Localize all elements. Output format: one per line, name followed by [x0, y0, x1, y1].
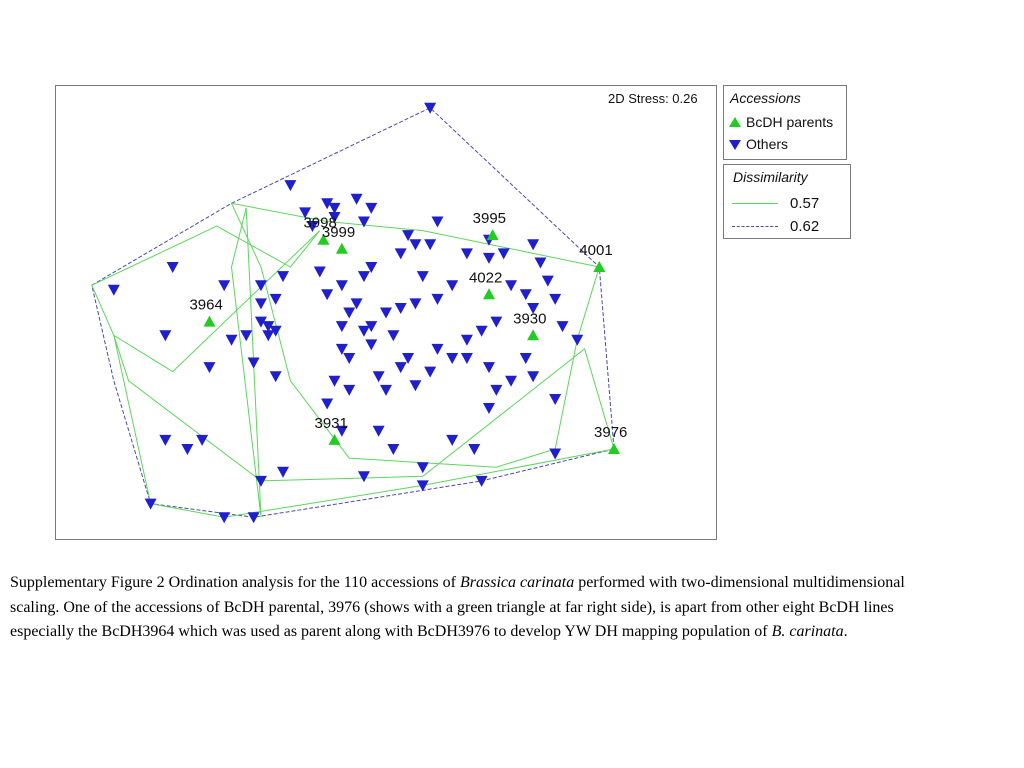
- other-accession-point: [336, 280, 348, 291]
- other-accession-point: [549, 394, 561, 405]
- caption-text-1: Supplementary Figure 2 Ordination analysis for the 110 accessions of: [10, 574, 460, 591]
- other-accession-point: [424, 239, 436, 250]
- other-accession-point: [248, 358, 260, 369]
- other-accession-point: [387, 330, 399, 341]
- other-accession-point: [446, 435, 458, 446]
- parent-label: 3931: [314, 414, 348, 432]
- parent-label: 3999: [321, 223, 356, 241]
- other-accession-point: [483, 253, 495, 264]
- dashed-line-swatch: [732, 226, 778, 227]
- other-accession-point: [461, 248, 473, 259]
- legend-label-others: Others: [746, 136, 789, 152]
- other-accession-point: [527, 371, 539, 382]
- parent-accession-point: [203, 316, 215, 327]
- other-accession-point: [270, 371, 282, 382]
- other-accession-point: [520, 289, 532, 300]
- other-accession-point: [409, 380, 421, 391]
- other-accession-point: [321, 399, 333, 410]
- other-accession-point: [343, 385, 355, 396]
- accessions-legend: [723, 85, 847, 160]
- other-accession-point: [395, 248, 407, 259]
- parent-label: 4022: [468, 269, 503, 287]
- dissimilarity-legend-title: Dissimilarity: [733, 169, 808, 185]
- other-accession-point: [431, 294, 443, 305]
- other-accession-point: [358, 471, 370, 482]
- other-accession-point: [343, 308, 355, 319]
- other-accession-point: [255, 298, 267, 309]
- other-accession-point: [159, 435, 171, 446]
- other-accession-point: [498, 248, 510, 259]
- other-accession-point: [461, 335, 473, 346]
- parent-accession-point: [487, 229, 499, 240]
- other-accession-point: [483, 362, 495, 373]
- accessions-legend-title: Accessions: [730, 90, 801, 106]
- other-accession-point: [520, 353, 532, 364]
- other-accession-point: [409, 239, 421, 250]
- other-accession-point: [424, 103, 436, 114]
- other-accession-point: [542, 276, 554, 287]
- other-accession-point: [483, 403, 495, 414]
- other-accession-point: [181, 444, 193, 455]
- solid-line-swatch: [732, 203, 778, 204]
- other-accession-point: [240, 330, 252, 341]
- other-accession-point: [373, 371, 385, 382]
- other-accession-point: [571, 335, 583, 346]
- other-accession-point: [395, 303, 407, 314]
- legend-item-062: [732, 218, 819, 235]
- caption-text-3: .: [843, 623, 848, 640]
- other-accession-point: [365, 339, 377, 350]
- caption-species: Brassica carinata: [459, 574, 575, 591]
- other-accession-point: [490, 317, 502, 328]
- other-accession-point: [431, 217, 443, 228]
- other-accession-point: [380, 385, 392, 396]
- other-accession-point: [431, 344, 443, 355]
- legend-label-057: 0.57: [790, 195, 820, 212]
- caption-text-2: performed with two-dimensional multidimensional scaling. One of the accessions of BcDH parental, 3976 (shows with a green triangle at far right side), is apart from other eight BcDH lines especially the BcDH3964 which was used as parent along with BcDH3976 to develop YW DH mapping population of: [10, 574, 905, 640]
- other-accession-point: [549, 449, 561, 460]
- other-accession-point: [255, 280, 267, 291]
- other-accession-point: [476, 326, 488, 337]
- triangle-up-icon: [728, 116, 742, 128]
- other-accession-point: [218, 280, 230, 291]
- other-accession-point: [248, 512, 260, 523]
- other-accession-point: [351, 194, 363, 205]
- other-accession-point: [549, 294, 561, 305]
- other-accession-point: [387, 444, 399, 455]
- other-accession-point: [505, 376, 517, 387]
- other-accession-point: [277, 467, 289, 478]
- legend-item-bcdh-parents: [728, 114, 833, 130]
- other-accession-point: [446, 280, 458, 291]
- other-accession-point: [417, 462, 429, 473]
- other-accession-point: [446, 353, 458, 364]
- other-accession-point: [167, 262, 179, 273]
- other-accession-point: [395, 362, 407, 373]
- parent-accession-point: [608, 443, 620, 454]
- other-accession-point: [461, 353, 473, 364]
- legend-label-062: 0.62: [790, 218, 820, 235]
- caption-species-short: B. carinata: [771, 623, 844, 640]
- other-accession-point: [314, 267, 326, 278]
- other-accession-point: [358, 271, 370, 282]
- dissimilarity-legend: [723, 164, 851, 239]
- other-accession-point: [557, 321, 569, 332]
- parent-accession-point: [527, 329, 539, 340]
- parent-accession-point: [483, 288, 495, 299]
- other-accession-point: [380, 308, 392, 319]
- other-accession-point: [468, 444, 480, 455]
- parent-label: 3930: [513, 310, 547, 328]
- other-accession-point: [203, 362, 215, 373]
- other-accession-point: [490, 385, 502, 396]
- other-accession-point: [262, 330, 274, 341]
- other-accession-point: [527, 239, 539, 250]
- other-accession-point: [409, 298, 421, 309]
- legend-item-057: [732, 195, 819, 212]
- other-accession-point: [373, 426, 385, 437]
- other-accession-point: [284, 180, 296, 191]
- triangle-down-icon: [728, 138, 742, 150]
- legend-item-others: [728, 136, 788, 152]
- parent-label: 3964: [189, 296, 223, 314]
- other-accession-point: [159, 330, 171, 341]
- parent-accession-point: [329, 434, 341, 445]
- legend-label-bcdh-parents: BcDH parents: [746, 114, 834, 130]
- other-accession-point: [417, 271, 429, 282]
- other-accession-point: [505, 280, 517, 291]
- other-accession-point: [343, 353, 355, 364]
- parent-label: 4001: [579, 242, 613, 259]
- other-accession-point: [321, 289, 333, 300]
- other-accession-point: [270, 294, 282, 305]
- dissimilarity-057-hull-3: [114, 335, 614, 517]
- other-accession-point: [336, 321, 348, 332]
- other-accession-point: [196, 435, 208, 446]
- other-accession-point: [358, 326, 370, 337]
- parent-accession-point: [336, 243, 348, 254]
- other-accession-point: [424, 367, 436, 378]
- stress-label: 2D Stress: 0.26: [608, 91, 698, 106]
- other-accession-point: [277, 271, 289, 282]
- other-accession-point: [365, 203, 377, 214]
- parent-label: 3976: [594, 424, 628, 441]
- parent-label: 3995: [472, 210, 507, 228]
- other-accession-point: [226, 335, 238, 346]
- figure-caption: [10, 571, 945, 645]
- other-accession-point: [329, 376, 341, 387]
- other-accession-point: [108, 285, 120, 296]
- other-accession-point: [534, 257, 546, 268]
- parent-label: 3998: [303, 214, 337, 232]
- other-accession-point: [218, 512, 230, 523]
